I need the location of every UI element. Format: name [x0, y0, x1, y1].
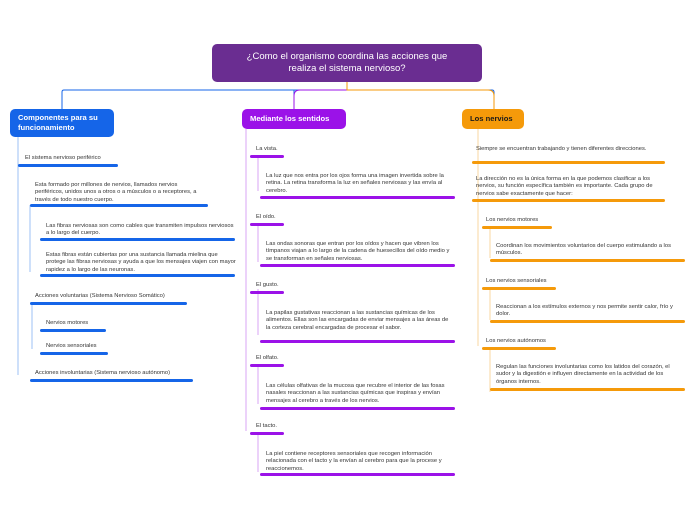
- topic-direccion-underline: [472, 199, 665, 202]
- connector-root-sentidos: [294, 82, 347, 109]
- topic-oido[interactable]: El oído.: [256, 214, 276, 220]
- topic-gusto-desc-underline: [260, 340, 455, 343]
- branch-componentes[interactable]: [10, 109, 114, 137]
- topic-direccion[interactable]: La dirección no es la única forma en la que podemos clasificar a los nervios, su función específica también es importante. Cada grupo de nervios sabe exactamente que hacer:: [476, 176, 653, 197]
- topic-nervios-motores-underline: [482, 226, 552, 229]
- topic-vista-desc-underline: [260, 196, 455, 199]
- topic-olfato-desc[interactable]: Las células olfativas de la mucosa que recubre el interior de las fosas nasales reaccionan a las sustancias químicas que inspiras y envían mensajes al cerebro a través de los nervios.: [266, 383, 445, 404]
- topic-gusto-underline: [250, 291, 284, 294]
- topic-voluntarias-underline: [30, 302, 187, 305]
- topic-tacto-desc-underline: [260, 473, 455, 476]
- topic-oido-desc[interactable]: Las ondas sonoras que entran por los oídos y hacen que vibren los tímpanos viajan a lo largo de la cadena de huesecillos del oído medio y se transforman en señales nerviosas.: [266, 241, 450, 262]
- topic-olfato-desc-underline: [260, 407, 455, 410]
- topic-oido-desc-underline: [260, 264, 455, 267]
- topic-nervios-motores[interactable]: Los nervios motores: [486, 217, 539, 223]
- topic-trabajando[interactable]: Siempre se encuentran trabajando y tienen diferentes direcciones.: [476, 146, 647, 152]
- topic-motores-underline: [40, 329, 106, 332]
- topic-sensoriales[interactable]: Nervios sensoriales: [46, 343, 97, 349]
- topic-mielina[interactable]: Estas fibras están cubiertas por una sustancia llamada mielina que protege las fibras nerviosas y ayuda a que los mensajes viajen con mayor rapidez a lo largo de las neuronas.: [46, 252, 236, 273]
- branch-nervios[interactable]: [462, 109, 524, 129]
- topic-involuntarias-underline: [30, 379, 193, 382]
- branch-sentidos-label: Mediante los sentidos: [250, 114, 330, 123]
- topic-gusto-desc[interactable]: La papilas gustativas reaccionan a las sustancias químicas de los alimentos. Ellas son las encargadas de enviar mensajes a las áreas de la corteza cerebral encargadas de procesar el sabor.: [266, 310, 449, 331]
- topic-sensoriales-underline: [40, 352, 108, 355]
- topic-formado-underline: [30, 204, 208, 207]
- topic-vista-desc[interactable]: La luz que nos entra por los ojos forma una imagen invertida sobre la retina. La retina transforma la luz en señales nerviosas y las envía al cerebro.: [266, 173, 444, 194]
- topic-nervios-sensoriales-desc-underline: [490, 320, 685, 323]
- topic-nervios-autonomos[interactable]: Los nervios autónomos: [486, 338, 546, 344]
- connector-root-nervios: [347, 82, 494, 109]
- topic-vista[interactable]: La vista.: [256, 146, 278, 152]
- topic-nervios-autonomos-desc[interactable]: Regulan las funciones involuntarias como los latidos del corazón, el sudor y la digestión e influyen directamente en la actividad de los órganos internos.: [496, 364, 670, 385]
- central-topic[interactable]: [212, 44, 482, 82]
- branch-nervios-label: Los nervios: [470, 114, 513, 123]
- topic-tacto-desc[interactable]: La piel contiene receptores sensoriales que recogen información relacionada con el tacto y la envían al cerebro para que la procese y reaccionemos.: [266, 451, 442, 472]
- topic-nervios-sensoriales[interactable]: Los nervios sensoriales: [486, 278, 547, 284]
- topic-nervios-autonomos-underline: [482, 347, 556, 350]
- topic-nervios-sensoriales-underline: [482, 287, 556, 290]
- central-topic-label: ¿Como el organismo coordina las acciones que realiza el sistema nervioso?: [246, 51, 448, 74]
- topic-olfato-underline: [250, 364, 284, 367]
- topic-involuntarias[interactable]: Acciones involuntarias (Sistema nervioso autónomo): [35, 370, 171, 376]
- topic-formado[interactable]: Esta formado por millones de nervios, llamados nervios periféricos, unidos unos a otros o a músculos o a receptores, a través de todo nuestro cuerpo.: [35, 182, 197, 203]
- topic-mielina-underline: [40, 274, 235, 277]
- connector-root-componentes: [62, 82, 494, 109]
- topic-periferico[interactable]: El sistema nervioso periférico: [25, 155, 101, 161]
- topic-tacto-underline: [250, 432, 284, 435]
- topic-trabajando-underline: [472, 161, 665, 164]
- topic-motores[interactable]: Nervios motores: [46, 320, 89, 326]
- topic-olfato[interactable]: El olfato.: [256, 355, 279, 361]
- topic-tacto[interactable]: El tacto.: [256, 423, 277, 429]
- topic-nervios-motores-desc[interactable]: Coordinan los movimientos voluntarios del cuerpo estimulando a los músculos.: [496, 243, 671, 257]
- topic-oido-underline: [250, 223, 284, 226]
- topic-voluntarias[interactable]: Acciones voluntarias (Sistema Nervioso Somático): [35, 293, 165, 299]
- topic-cables-underline: [40, 238, 235, 241]
- topic-nervios-sensoriales-desc[interactable]: Reaccionan a los estímulos externos y nos permite sentir calor, frío y dolor.: [496, 304, 673, 318]
- branch-sentidos[interactable]: [242, 109, 346, 129]
- topic-gusto[interactable]: El gusto.: [256, 282, 279, 288]
- topic-nervios-autonomos-desc-underline: [490, 388, 685, 391]
- topic-nervios-motores-desc-underline: [490, 259, 685, 262]
- branch-componentes-label: Componentes para su funcionamiento: [18, 113, 98, 132]
- topic-periferico-underline: [18, 164, 118, 167]
- topic-vista-underline: [250, 155, 284, 158]
- topic-cables[interactable]: Las fibras nerviosas son como cables que transmiten impulsos nerviosos a lo largo del cuerpo.: [46, 223, 234, 237]
